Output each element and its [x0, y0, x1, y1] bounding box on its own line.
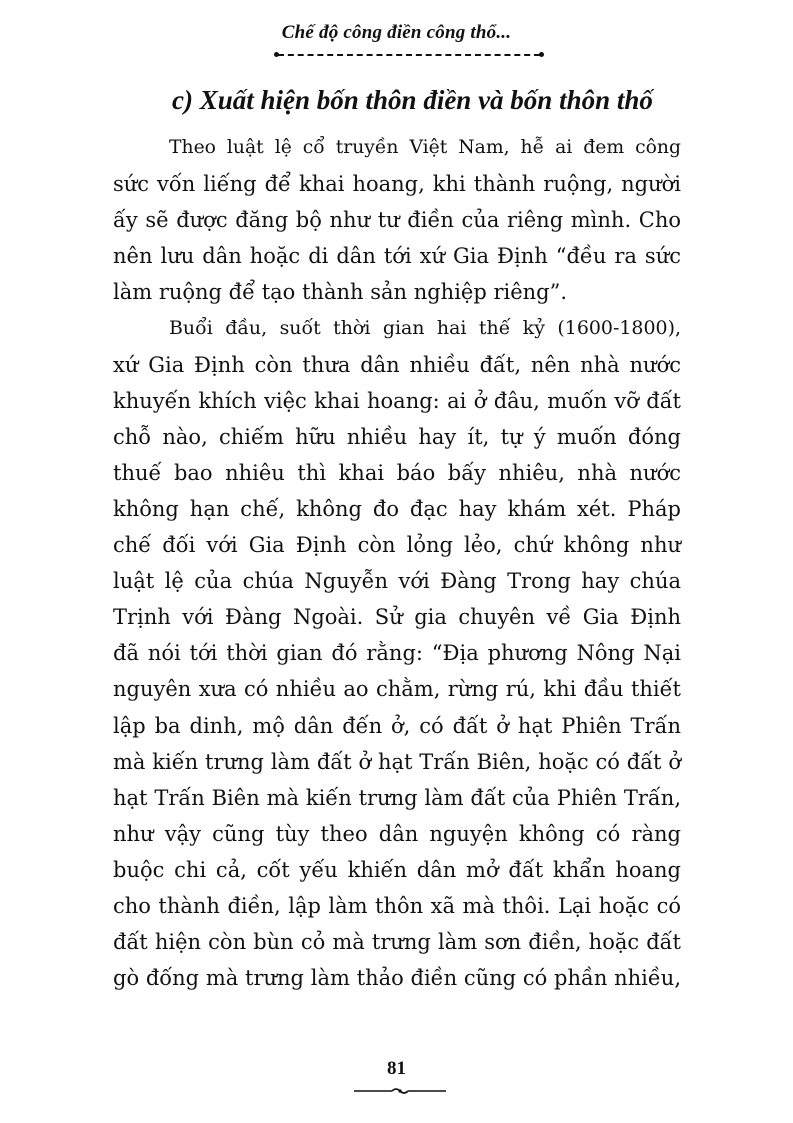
text-line: lập ba dinh, mộ dân đến ở, có đất ở hạt Phiên Trấn [113, 713, 681, 738]
text-line: hạt Trấn Biên mà kiến trưng làm đất của Phiên Trấn, [113, 785, 681, 810]
text-line: gò đống mà trưng làm thảo điền cũng có phần nhiều, [113, 966, 681, 991]
text-line: nên lưu dân hoặc di dân tới xứ Gia Định “đều ra sức [113, 244, 681, 269]
text-line: Theo luật lệ cổ truyền Việt Nam, hễ ai đem công [169, 137, 681, 158]
text-line: Buổi đầu, suốt thời gian hai thế kỷ (1600-1800), [169, 317, 681, 340]
text-line: thuế bao nhiêu thì khai báo bấy nhiêu, nhà nước [113, 460, 681, 485]
text-line: làm ruộng để tạo thành sản nghiệp riêng”. [113, 280, 568, 305]
paragraph-1 [113, 130, 681, 310]
text-line: cho thành điền, lập làm thôn xã mà thôi. Lại hoặc có [113, 893, 681, 918]
text-line: đã nói tới thời gian đó rằng: “Địa phương Nông Nại [113, 641, 681, 666]
running-header: Chế độ công điền công thổ... [281, 22, 512, 43]
text-line: luật lệ của chúa Nguyễn với Đàng Trong hay chúa [113, 569, 681, 594]
text-line: mà kiến trưng làm đất ở hạt Trấn Biên, hoặc có đất ở [113, 749, 681, 774]
body-text [113, 130, 681, 996]
section-heading: c) Xuất hiện bốn thôn điền và bốn thôn thố [172, 85, 653, 115]
text-line: xứ Gia Định còn thưa dân nhiều đất, nên nhà nước [113, 352, 681, 377]
header-divider [278, 54, 540, 56]
text-line: đất hiện còn bùn cỏ mà trưng làm sơn điền, hoặc đất [113, 930, 681, 955]
text-line: sức vốn liếng để khai hoang, khi thành ruộng, người [113, 172, 681, 197]
text-line: khuyến khích việc khai hoang: ai ở đâu, muốn vỡ đất [113, 388, 681, 413]
paragraph-2 [113, 310, 681, 996]
text-line: Trịnh với Đàng Ngoài. Sử gia chuyên về Gia Định [113, 605, 681, 630]
page-number: 81 [387, 1058, 406, 1079]
folio-ornament [352, 1086, 448, 1096]
text-line: chế đối với Gia Định còn lỏng lẻo, chứ không như [113, 533, 681, 558]
text-line: ấy sẽ được đăng bộ như tư điền của riêng mình. Cho [113, 208, 681, 233]
text-line: như vậy cũng tùy theo dân nguyện không có ràng [113, 821, 681, 846]
text-line: chỗ nào, chiếm hữu nhiều hay ít, tự ý muốn đóng [113, 424, 681, 449]
text-line: buộc chi cả, cốt yếu khiến dân mở đất khẩn hoang [113, 857, 681, 882]
text-line: nguyên xưa có nhiều ao chằm, rừng rú, khi đầu thiết [113, 677, 681, 702]
text-line: không hạn chế, không đo đạc hay khám xét. Pháp [113, 496, 681, 521]
